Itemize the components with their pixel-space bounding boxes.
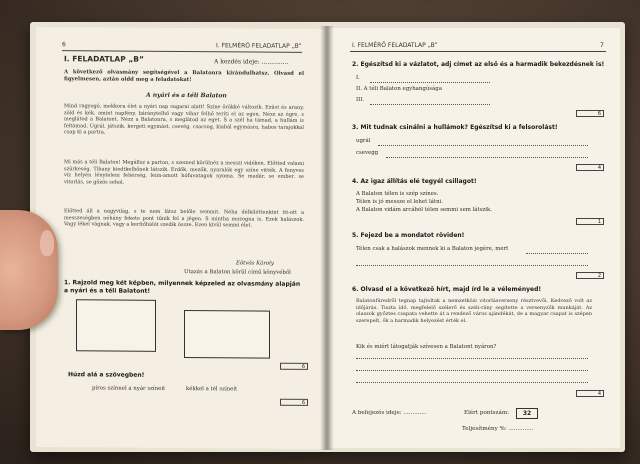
reading-paragraph-2: Mi más a téli Balaton! Megállsz a parton, s szemed körülnéz a messzi vidéken. Előtted valami szürkeség. Tihany kiedtkelhőnek látszik. Erdők, mezők, nyaralók egy színe vitték. A fenyves víz helyén lényteleni fehérség, leim-amott hófuvatagok nyoma. Se madár, se ember, se vitorlás, se gőzös sehol. <box>64 159 304 186</box>
intro-text: A következő olvasmány segítségével a Balatonra kirándulhatsz. Olvasd el figyelmesen, aztán oldd meg a feladatokat! <box>64 69 304 83</box>
reading-paragraph-3: Előtted áll a nagyvilág, s te nem látsz belőle semmit. Néha délkilóttenkint itt-ott a messzeségben néhány fekete pont tűnik fel a jégen. S mintha mozogna is. Ezek halászok. Vagy lékel vágnak, vagy a kerítőhálót szedik össze. Ezen kívül semmi élet. <box>64 208 304 229</box>
right-header-rule <box>350 51 606 52</box>
left-page-title: I. FELADATLAP „B” <box>64 54 144 64</box>
question-2: 2. Egészítsd ki a vázlatot, adj címet az első és a harmadik bekezdésnek is! <box>352 61 605 68</box>
points-value: 32 <box>516 408 538 419</box>
sentence-line-1[interactable] <box>526 253 588 254</box>
opinion-line-3[interactable] <box>356 382 588 383</box>
author: Eötvös Károly <box>236 260 274 267</box>
opinion-line-2[interactable] <box>356 370 588 371</box>
left-page-number: 6 <box>62 41 66 49</box>
question-1: 1. Rajzold meg két képben, milyennek képzeled az olvasmány alapján a nyári és a téli Balatont! <box>64 279 301 295</box>
winter-drawing-box[interactable] <box>184 310 270 359</box>
underline-task-title: Húzd alá a szövegben! <box>68 371 145 379</box>
outline-item-1: I. <box>356 75 360 81</box>
wave-verb-1: ugrál <box>356 138 371 144</box>
start-time: A kezdés ideje: .............. <box>214 58 289 66</box>
underline-winter: kékkel a tél színeit <box>186 386 238 393</box>
left-header-rule <box>62 50 302 53</box>
q6-score-box[interactable]: 4 <box>576 390 604 397</box>
statement-2[interactable]: Télen is jó messze el lehet látni. <box>356 199 443 205</box>
left-page-header: I. FELMÉRŐ FELADATLAP „B” <box>216 42 302 50</box>
right-page-header: I. FELMÉRŐ FELADATLAP „B” <box>352 42 438 49</box>
sub-score-box[interactable]: 6 <box>280 399 308 406</box>
question-3: 3. Mit tudnak csinálni a hullámok? Egészítsd ki a felsorolást! <box>352 124 558 131</box>
reading-paragraph-1: Mind ragyogó, mekkora élet a nyári nap sugarai alatt! Színe örökké változik. Ezüst és arany, zöld és kék, amint napfény, báránytelhő vagy vihar felhő teríti el az egen. Nézz az égre, s meglátod a Balatont. Nézz a Balatonra, s meglátod az eget. S a szél ha támad, a hullám is feltámad. Ugrál, játszik, kergeti egymást, csevég, csacsog, kiabál egymásra, habos tarajokkal csap ki a partra. <box>64 103 304 136</box>
sentence-line-2[interactable] <box>356 265 588 266</box>
news-text: Balatonfüredről tegnap tajtoltak a nemzetközi vitorlásverseny résztvevői. Kedvező volt az időjárás. Tiszta idő, megfelelő szélerő és széli-rány segítette a versenyzők munkáját. Az olaszok győztes csapata vehette át a rendező város ajándékát, de a magyar csapat is szépen szerepelt, ők a harmadik helyezést érték el. <box>356 298 592 324</box>
sentence-start: Télen csak a halászok mennek ki a Balaton jegére, mert <box>356 246 509 252</box>
question-6: 6. Olvasd el a következő hírt, majd írd le a véleményed! <box>352 286 542 293</box>
statement-3[interactable]: A Balaton vidám arcából télen semmi sem látszik. <box>356 207 493 213</box>
source: Utazás a Balaton körül című könyvéből <box>184 269 291 276</box>
outline-item-3: III. <box>356 97 365 103</box>
wave-line-2[interactable] <box>386 157 588 158</box>
wave-verb-2: csevegg <box>356 150 379 156</box>
holding-thumb <box>0 210 58 330</box>
right-page <box>330 28 620 448</box>
q4-score-box[interactable]: 1 <box>576 218 604 225</box>
opinion-line-1[interactable] <box>356 358 588 359</box>
q5-score-box[interactable]: 2 <box>576 272 604 279</box>
question-4: 4. Az igaz állítás elé tegyél csillagot! <box>352 178 477 185</box>
performance-percent: Teljesítmény %: .............. <box>462 426 534 432</box>
opinion-question: Kik és miért látogatják szívesen a Balatont nyáron? <box>356 344 497 350</box>
underline-summer: piros színnel a nyár színeit <box>92 385 166 392</box>
question-5: 5. Fejezd be a mondatot röviden! <box>352 232 465 239</box>
q2-score-box[interactable]: 6 <box>576 110 604 117</box>
wave-line-1[interactable] <box>378 145 588 146</box>
open-workbook <box>30 22 625 452</box>
outline-line-1[interactable] <box>370 82 490 83</box>
end-time: A befejezés ideje: ............. <box>352 410 427 416</box>
thumb-nail <box>40 230 54 256</box>
left-page <box>36 27 324 449</box>
statement-1[interactable]: A Balaton télen is szép színes. <box>356 191 439 197</box>
summer-drawing-box[interactable] <box>76 299 156 352</box>
outline-item-2: II. A téli Balaton egyhangúsága <box>356 86 442 92</box>
outline-line-3[interactable] <box>370 104 490 105</box>
right-page-number: 7 <box>600 42 604 49</box>
reading-title: A nyári és a téli Balaton <box>146 91 227 100</box>
q1-score-box[interactable]: 6 <box>280 363 308 370</box>
book-gutter-shadow <box>320 26 334 450</box>
q3-score-box[interactable]: 4 <box>576 164 604 171</box>
points-label: Elért pontszám: <box>464 410 510 416</box>
